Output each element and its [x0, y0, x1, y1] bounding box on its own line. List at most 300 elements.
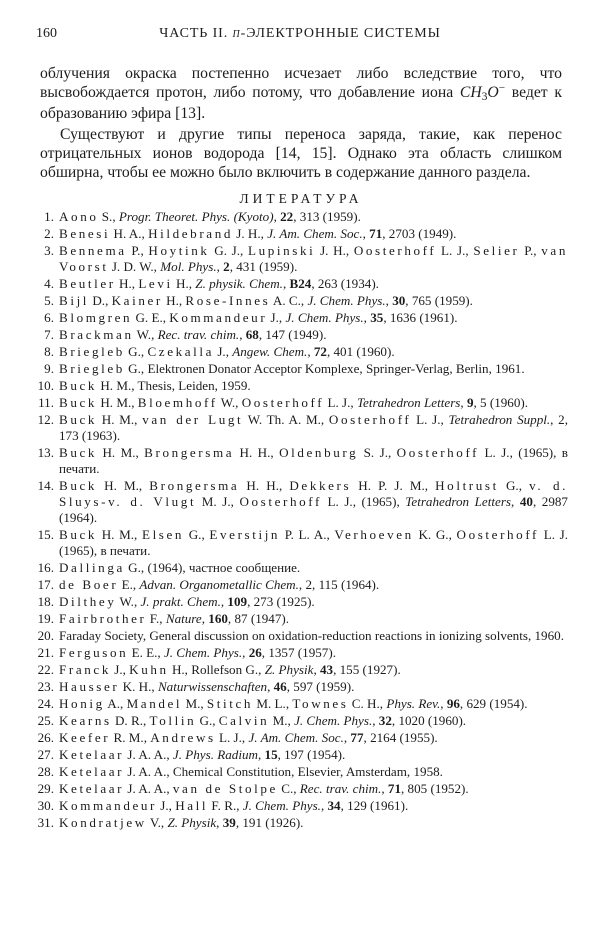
reference-number: 4. — [44, 276, 54, 291]
author-name: Hoytink — [148, 243, 210, 258]
author-name: Czekalla — [147, 344, 215, 359]
reference-number: 5. — [44, 293, 54, 308]
reference-entry — [33, 378, 568, 394]
reference-entry — [33, 696, 568, 712]
text-run: P., — [126, 243, 149, 258]
reference-number: 30. — [37, 798, 54, 813]
text-run: J. H., — [233, 226, 268, 241]
journal-title: Tetrahedron Suppl. — [448, 412, 551, 427]
text-run: K. H., — [119, 679, 158, 694]
reference-entry — [33, 560, 568, 576]
volume-number: B24 — [289, 276, 312, 291]
author-name: de Boer — [59, 577, 119, 592]
reference-entry — [33, 276, 568, 292]
reference-entry — [33, 209, 568, 225]
author-name: Hausser — [59, 679, 120, 694]
reference-number: 31. — [37, 815, 54, 830]
author-name: Brongersma — [149, 478, 240, 493]
text-run: G., — [196, 713, 219, 728]
author-name: Rose-Innes — [185, 293, 271, 308]
author-name: Aono — [59, 209, 99, 224]
text-run: , — [511, 494, 520, 509]
text-run: H. H., — [239, 478, 290, 493]
text-run: L. J., — [215, 730, 249, 745]
text-run: , — [372, 713, 379, 728]
text-run: H. M., Thesis, Leiden, 1959. — [97, 378, 251, 393]
text-run: H. M., — [97, 527, 142, 542]
journal-title: O — [487, 84, 499, 101]
text-run: J., — [110, 662, 130, 677]
journal-title: Rec. trav. chim. — [157, 327, 240, 342]
journal-title: J. Chem. Phys. — [285, 310, 364, 325]
reference-number: 20. — [37, 628, 54, 643]
reference-entry — [33, 781, 568, 797]
author-name: Hall — [175, 798, 209, 813]
text-run: ведет к образованию эфира [13]. — [40, 84, 562, 122]
text-run: C., — [277, 781, 300, 796]
reference-number: 28. — [37, 764, 54, 779]
reference-entry — [33, 527, 568, 559]
volume-number: 68 — [245, 327, 259, 342]
text-run: , — [385, 293, 393, 308]
text-run: A. C., — [270, 293, 308, 308]
text-run: , 597 (1959). — [286, 679, 355, 694]
author-name: Buck — [59, 478, 98, 493]
text-run: , 629 (1954). — [459, 696, 528, 711]
journal-title: J. Am. Chem. Soc. — [248, 730, 344, 745]
text-run: D., — [89, 293, 112, 308]
author-name: Keefer — [59, 730, 111, 745]
text-run: L. J., (1965), — [321, 494, 406, 509]
reference-entry — [33, 747, 568, 763]
text-run: C. H., — [348, 696, 387, 711]
reference-entry — [33, 713, 568, 729]
reference-entry — [33, 412, 568, 444]
author-name: Holtrust — [435, 478, 499, 493]
text-run: , 805 (1952). — [401, 781, 469, 796]
author-name: Kearns — [59, 713, 112, 728]
reference-entry — [33, 679, 568, 695]
text-run: , — [242, 645, 249, 660]
text-run: M. J., — [196, 494, 240, 509]
author-name: Ketelaar — [59, 781, 125, 796]
text-run: , 155 (1927). — [333, 662, 401, 677]
text-run: W., — [116, 594, 141, 609]
page-number: 160 — [36, 26, 57, 41]
text-run: H. H., — [234, 445, 280, 460]
text-run: , 2703 (1949). — [382, 226, 457, 241]
journal-title: J. Chem. Phys. — [294, 713, 373, 728]
reference-number: 2. — [44, 226, 54, 241]
text-run: J. A. A., — [124, 747, 173, 762]
author-name: Blomgren — [59, 310, 133, 325]
journal-title: Tetrahedron Letters — [405, 494, 512, 509]
text-run: H. A., — [110, 226, 149, 241]
author-name: Stitch — [206, 696, 254, 711]
journal-title: J. prakt. Chem. — [140, 594, 221, 609]
reference-number: 29. — [37, 781, 54, 796]
reference-number: 17. — [37, 577, 54, 592]
text-run: G. E., — [132, 310, 170, 325]
journal-title: CH — [459, 84, 482, 101]
text-run: W., — [217, 395, 242, 410]
journal-title: Nature — [165, 611, 202, 626]
reference-entry — [33, 445, 568, 477]
author-name: van der Lugt — [142, 412, 244, 427]
author-name: Oosterhoff — [353, 243, 437, 258]
author-name: Brongersma — [144, 445, 235, 460]
author-name: Tollin — [149, 713, 197, 728]
journal-title: J. Chem. Phys. — [307, 293, 386, 308]
text-run: Существуют и другие типы переноса заряда, такие, как перенос отрицательных ионов водорода [14, 15]. Однако эта область слишком обширна, чтобы ее можно было включить в содержание данного раздела. — [40, 126, 562, 181]
body-text — [40, 64, 562, 184]
text-run: , 401 (1960). — [326, 344, 395, 359]
author-name: Kommandeur — [59, 798, 157, 813]
text-run: G. J., — [209, 243, 249, 258]
author-name: Buck — [59, 378, 98, 393]
author-name: Hildebrand — [148, 226, 233, 241]
text-run: F. R., — [208, 798, 243, 813]
text-run: H. M., — [97, 445, 145, 460]
author-name: Honig — [59, 696, 105, 711]
volume-number: 26 — [248, 645, 262, 660]
author-name: Calvin — [218, 713, 270, 728]
reference-number: 16. — [37, 560, 54, 575]
reference-number: 7. — [44, 327, 54, 342]
volume-number: 40 — [519, 494, 533, 509]
author-name: Briegleb — [59, 361, 125, 376]
reference-number: 13. — [37, 445, 54, 460]
author-name: Oosterhoff — [328, 412, 412, 427]
author-name: Townes — [292, 696, 349, 711]
author-name: Kommandeur — [169, 310, 268, 325]
text-run: , 1357 (1957). — [261, 645, 336, 660]
volume-number: 96 — [446, 696, 460, 711]
text-run: G., Elektronen Donator Acceptor Komplexe, Springer-Verlag, Berlin, 1961. — [124, 361, 525, 376]
text-run: , — [363, 310, 371, 325]
text-run: H., — [162, 293, 186, 308]
text-run: H. P. J. M., — [351, 478, 436, 493]
author-name: Dallinga — [59, 560, 125, 575]
author-name: Beutler — [59, 276, 116, 291]
reference-entry — [33, 327, 568, 343]
author-name: Buck — [59, 527, 98, 542]
text-run: , 87 (1947). — [227, 611, 290, 626]
text-run: , 765 (1959). — [405, 293, 473, 308]
volume-number: 34 — [327, 798, 341, 813]
reference-entry — [33, 611, 568, 627]
volume-number: 32 — [378, 713, 392, 728]
text-run: , 147 (1949). — [258, 327, 327, 342]
text-run: E., — [118, 577, 140, 592]
text-run: G., — [124, 344, 148, 359]
author-name: Lupinski — [248, 243, 316, 258]
author-name: Fairbrother — [59, 611, 147, 626]
text-run: S. J., — [358, 445, 397, 460]
text-run: , — [381, 781, 388, 796]
text-run: J., — [157, 798, 176, 813]
reference-entry — [33, 243, 568, 275]
reference-entry — [33, 730, 568, 746]
text-run: , 191 (1926). — [235, 815, 304, 830]
volume-number: 15 — [264, 747, 278, 762]
text-run: , — [216, 259, 224, 274]
text-run: E. E., — [128, 645, 164, 660]
text-run: S., — [98, 209, 119, 224]
journal-title: Mol. Phys. — [160, 259, 217, 274]
reference-entry — [33, 577, 568, 593]
text-run: P., — [519, 243, 542, 258]
reference-list — [33, 209, 568, 831]
author-name: Ketelaar — [59, 764, 125, 779]
author-name: Oldenburg — [279, 445, 359, 460]
reference-number: 6. — [44, 310, 54, 325]
text-run: W. Th. A. M., — [243, 412, 329, 427]
author-name: Kuhn — [129, 662, 169, 677]
reference-entry — [33, 293, 568, 309]
volume-number: 160 — [208, 611, 228, 626]
text-run: , 1636 (1961). — [383, 310, 458, 325]
author-name: Buck — [59, 412, 98, 427]
text-run: H. M., — [97, 395, 138, 410]
text-run: , 2164 (1955). — [363, 730, 438, 745]
reference-entry — [33, 361, 568, 377]
reference-number: 27. — [37, 747, 54, 762]
reference-number: 18. — [37, 594, 54, 609]
reference-entry — [33, 310, 568, 326]
author-name: Levi — [138, 276, 173, 291]
author-name: Ketelaar — [59, 747, 125, 762]
text-run: , 2, 115 (1964). — [298, 577, 380, 592]
text-run: , 1020 (1960). — [391, 713, 467, 728]
text-run: , 129 (1961). — [340, 798, 409, 813]
volume-number: 109 — [227, 594, 248, 609]
volume-number: 71 — [387, 781, 401, 796]
text-run: ЧАСТЬ II. — [159, 26, 233, 41]
journal-title: Progr. Theoret. Phys. (Kyoto) — [118, 209, 274, 224]
text-run: G., — [184, 527, 210, 542]
journal-title: Rec. trav. chim. — [299, 781, 382, 796]
running-head-title — [36, 26, 564, 42]
volume-number: 39 — [222, 815, 236, 830]
reference-entry — [33, 478, 568, 526]
reference-entry — [33, 226, 568, 242]
volume-number: 9 — [466, 395, 474, 410]
text-run: , — [343, 730, 351, 745]
text-run: , — [282, 276, 290, 291]
author-name: Briegleb — [59, 344, 125, 359]
journal-title: J. Chem. Phys. — [242, 798, 321, 813]
text-run: , — [313, 662, 320, 677]
author-name: Ferguson — [59, 645, 129, 660]
reference-entry — [33, 395, 568, 411]
author-name: Oosterhoff — [241, 395, 325, 410]
text-run: J. A. A., Chemical Constitution, Elsevier, Amsterdam, 1958. — [124, 764, 443, 779]
text-run: K. G., — [413, 527, 457, 542]
text-run: , — [460, 395, 467, 410]
reference-number: 15. — [37, 527, 54, 542]
volume-number: 46 — [273, 679, 287, 694]
volume-number: 77 — [350, 730, 364, 745]
text-run: , — [267, 679, 274, 694]
reference-number: 24. — [37, 696, 54, 711]
volume-number: 43 — [319, 662, 334, 677]
author-name: Andrews — [150, 730, 216, 745]
author-name: Oosterhoff — [239, 494, 322, 509]
journal-title: Angew. Chem. — [232, 344, 308, 359]
reference-number: 10. — [37, 378, 54, 393]
author-name: Kainer — [111, 293, 163, 308]
text-run: J., — [214, 344, 233, 359]
author-name: Buck — [59, 395, 98, 410]
reference-entry — [33, 662, 568, 678]
reference-number: 21. — [37, 645, 54, 660]
text-run: L. J., — [324, 395, 357, 410]
reference-number: 23. — [37, 679, 54, 694]
author-name: Verhoeven — [334, 527, 414, 542]
text-run: Faraday Society, General discussion on oxidation-reduction reactions in ionizing solvents, 1960. — [59, 628, 564, 643]
reference-number: 26. — [37, 730, 54, 745]
author-name: Mandel — [126, 696, 183, 711]
volume-number: 2 — [223, 259, 230, 274]
reference-number: 19. — [37, 611, 54, 626]
author-name: Bijl — [59, 293, 90, 308]
text-run: G., — [498, 478, 530, 493]
text-run: H., — [115, 276, 139, 291]
reference-entry — [33, 764, 568, 780]
text-run: , — [257, 747, 265, 762]
journal-title: J. Phys. Radium — [172, 747, 258, 762]
reference-entry — [33, 594, 568, 610]
volume-number: 35 — [370, 310, 384, 325]
author-name: v. d. Sluys-v. d. Vlugt — [59, 478, 568, 509]
text-run: L. J. (1965), в печати. — [59, 527, 568, 558]
text-run: P. L. A., — [280, 527, 335, 542]
text-run: G., (1964), частное сообщение. — [124, 560, 301, 575]
reference-number: 12. — [37, 412, 54, 427]
reference-entry — [33, 628, 568, 644]
author-name: Dekkers — [289, 478, 352, 493]
text-run: облучения окраска постепенно исчезает либо вследствие того, что высвобождается протон, либо потому, что добавление иона — [40, 65, 562, 101]
reference-number: 11. — [38, 395, 54, 410]
reference-entry — [33, 798, 568, 814]
text-run: M. L., — [253, 696, 293, 711]
text-run: H., Rollefson G., — [168, 662, 265, 677]
author-name: Selier — [473, 243, 520, 258]
author-name: Oosterhoff — [456, 527, 540, 542]
text-run: , — [201, 611, 209, 626]
reference-entry — [33, 815, 568, 831]
journal-title: Advan. Organometallic Chem. — [139, 577, 299, 592]
author-name: Dilthey — [59, 594, 117, 609]
author-name: Brackman — [59, 327, 134, 342]
author-name: Oosterhoff — [396, 445, 480, 460]
text-run: , 431 (1959). — [229, 259, 298, 274]
volume-number: 22 — [280, 209, 294, 224]
text-run: J., — [267, 310, 286, 325]
text-run: , — [216, 815, 223, 830]
journal-title: Naturwissenschaften — [157, 679, 268, 694]
text-run: , 263 (1934). — [311, 276, 379, 291]
text-run: H. M., — [97, 478, 150, 493]
reference-number: 8. — [44, 344, 54, 359]
text-run: , — [307, 344, 314, 359]
journal-title: Tetrahedron Letters — [356, 395, 461, 410]
author-name: Buck — [59, 445, 98, 460]
volume-number: 30 — [392, 293, 406, 308]
author-name: Benesi — [59, 226, 111, 241]
literature-heading: ЛИТЕРАТУРА — [239, 191, 363, 206]
author-name: Kondratjew — [59, 815, 147, 830]
subscript: 3 — [481, 91, 488, 103]
text-run: , — [440, 696, 447, 711]
text-run: F., — [146, 611, 166, 626]
text-run: M., — [269, 713, 295, 728]
author-name: Everstijn — [209, 527, 281, 542]
text-run: , 2987 (1964). — [59, 494, 568, 525]
reference-entry — [33, 344, 568, 360]
journal-title: Phys. Rev. — [386, 696, 441, 711]
reference-entry — [33, 645, 568, 661]
superscript: − — [498, 82, 506, 94]
text-run: L. J., — [436, 243, 474, 258]
paragraph-continued — [40, 64, 562, 123]
reference-number: 14. — [37, 478, 54, 493]
journal-title: J. Am. Chem. Soc. — [267, 226, 363, 241]
text-run: , — [273, 209, 281, 224]
text-run: , 273 (1925). — [247, 594, 315, 609]
text-run: L. J., — [411, 412, 449, 427]
text-run: -ЭЛЕКТРОННЫЕ СИСТЕМЫ — [240, 26, 441, 41]
journal-title: J. Chem. Phys. — [163, 645, 243, 660]
paragraph — [40, 125, 562, 182]
text-run: A., — [104, 696, 127, 711]
journal-title: π — [232, 26, 241, 41]
text-run: L. J., (1965), в печати. — [59, 445, 568, 476]
text-run: W., — [133, 327, 158, 342]
text-run: , — [220, 594, 228, 609]
reference-number: 3. — [44, 243, 54, 258]
text-run: M., — [182, 696, 207, 711]
text-run: , 2, 173 (1963). — [59, 412, 569, 443]
journal-title: Z. Physik — [167, 815, 217, 830]
reference-number: 9. — [44, 361, 54, 376]
text-run: D. R., — [111, 713, 150, 728]
author-name: Bloemhoff — [137, 395, 218, 410]
text-run: , 313 (1959). — [293, 209, 361, 224]
running-head — [36, 26, 564, 46]
author-name: van de Stolpe — [172, 781, 278, 796]
reference-number: 22. — [37, 662, 54, 677]
text-run: J. D. W., — [108, 259, 161, 274]
text-run: , 5 (1960). — [473, 395, 529, 410]
reference-number: 1. — [44, 209, 54, 224]
text-run: , — [362, 226, 370, 241]
text-run: H., — [172, 276, 196, 291]
author-name: Franck — [59, 662, 111, 677]
reference-number: 25. — [37, 713, 54, 728]
journal-title: Z. Physik — [264, 662, 314, 677]
text-run: , — [239, 327, 246, 342]
journal-title: Z. physik. Chem. — [195, 276, 283, 291]
text-run: H. M., — [97, 412, 143, 427]
author-name: Elsen — [141, 527, 185, 542]
text-run: J. H., — [315, 243, 354, 258]
volume-number: 72 — [313, 344, 327, 359]
text-run: R. M., — [110, 730, 151, 745]
text-run: , 197 (1954). — [277, 747, 346, 762]
author-name: Bennema — [59, 243, 127, 258]
